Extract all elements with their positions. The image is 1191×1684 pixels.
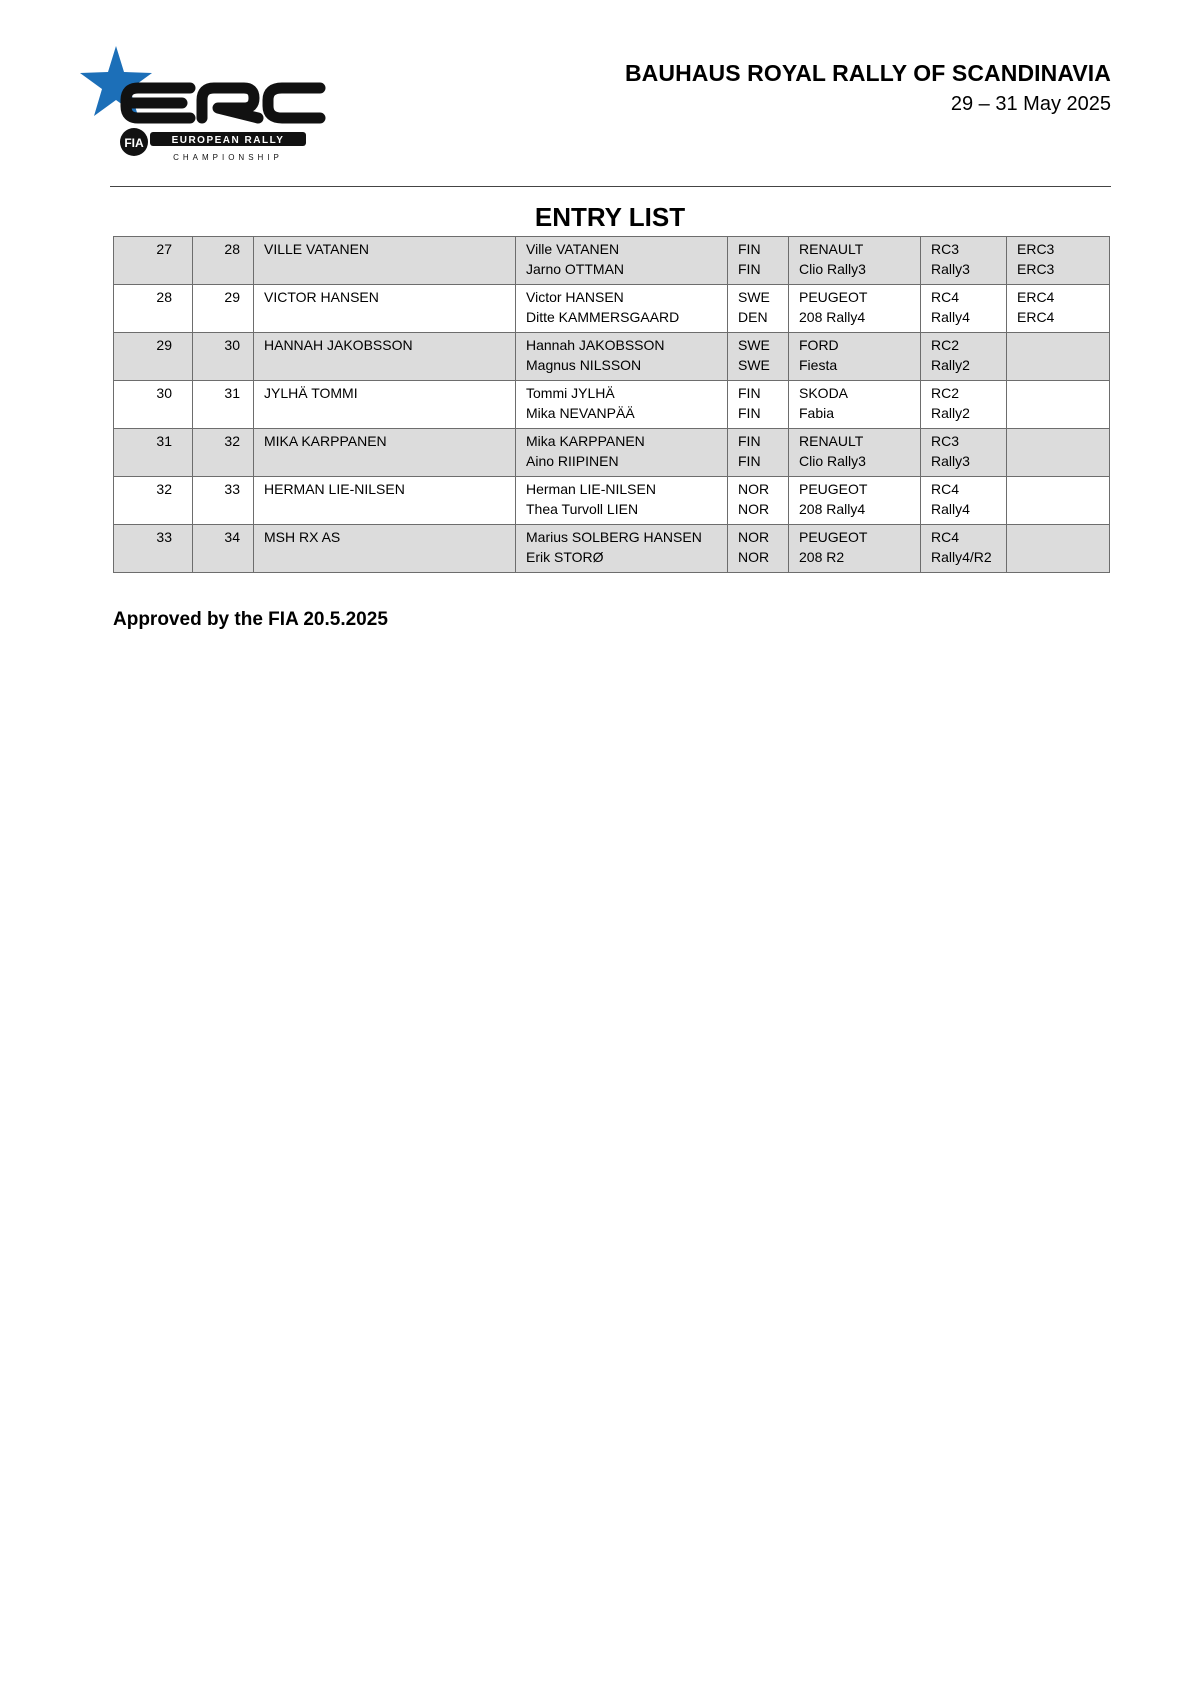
cell-line: RENAULT <box>799 241 864 257</box>
cell-line: 27 <box>156 241 172 257</box>
cell-line: Mika NEVANPÄÄ <box>526 405 635 421</box>
entrant-cell <box>254 477 516 525</box>
cell-line: Ville VATANEN <box>526 241 620 257</box>
cell-line: 32 <box>224 433 240 449</box>
cell-line: Rally4 <box>931 501 970 517</box>
table-row <box>114 381 1110 429</box>
car-cell <box>789 381 921 429</box>
cell-line: Aino RIIPINEN <box>526 453 619 469</box>
class-cell <box>1007 429 1110 477</box>
position-cell <box>114 237 193 285</box>
group-cell <box>921 429 1007 477</box>
cell-line: 30 <box>156 385 172 401</box>
cell-line: FIN <box>738 405 761 421</box>
entrant-cell <box>254 237 516 285</box>
crew-cell <box>516 381 728 429</box>
cell-line: DEN <box>738 309 768 325</box>
cell-line: ERC4 <box>1017 289 1055 305</box>
table-row <box>114 477 1110 525</box>
entry-list-table <box>113 236 1110 573</box>
cell-line: RENAULT <box>799 433 864 449</box>
crew-cell <box>516 333 728 381</box>
cell-line: Jarno OTTMAN <box>526 261 625 277</box>
cell-line: SWE <box>738 357 770 373</box>
svg-text:CHAMPIONSHIP: CHAMPIONSHIP <box>173 153 283 162</box>
cell-line: ERC4 <box>1017 309 1055 325</box>
cell-line: ERC3 <box>1017 261 1055 277</box>
cell-line: ERC3 <box>1017 241 1055 257</box>
car-number-cell <box>193 525 254 573</box>
cell-line: Tommi JYLHÄ <box>526 385 615 401</box>
cell-line: Magnus NILSSON <box>526 357 642 373</box>
cell-line: RC4 <box>931 529 960 545</box>
cell-line: NOR <box>738 481 770 497</box>
cell-line: 33 <box>156 529 172 545</box>
erc-logo <box>78 44 330 168</box>
cell-line: Marius SOLBERG HANSEN <box>526 529 702 545</box>
car-number-cell <box>193 429 254 477</box>
cell-line: 32 <box>156 481 172 497</box>
cell-line: 28 <box>156 289 172 305</box>
car-number-cell <box>193 381 254 429</box>
cell-line: 28 <box>224 241 240 257</box>
crew-cell <box>516 477 728 525</box>
cell-line: FIN <box>738 261 761 277</box>
cell-line: Rally4/R2 <box>931 549 992 565</box>
group-cell <box>921 477 1007 525</box>
cell-line: Rally2 <box>931 405 970 421</box>
group-cell <box>921 285 1007 333</box>
nationality-cell <box>728 525 789 573</box>
position-cell <box>114 477 193 525</box>
cell-line: Rally3 <box>931 261 970 277</box>
cell-line: Rally3 <box>931 453 970 469</box>
cell-line: Fabia <box>799 405 835 421</box>
cell-line: MSH RX AS <box>264 529 341 545</box>
nationality-cell <box>728 333 789 381</box>
car-number-cell <box>193 237 254 285</box>
position-cell <box>114 525 193 573</box>
cell-line: FIN <box>738 385 761 401</box>
class-cell <box>1007 525 1110 573</box>
cell-line: Hannah JAKOBSSON <box>526 337 665 353</box>
nationality-cell <box>728 381 789 429</box>
cell-line: Ditte KAMMERSGAARD <box>526 309 680 325</box>
event-title: BAUHAUS ROYAL RALLY OF SCANDINAVIA <box>624 60 1111 86</box>
cell-line: SWE <box>738 337 770 353</box>
cell-line: 30 <box>224 337 240 353</box>
cell-line: FIN <box>738 453 761 469</box>
svg-text:EUROPEAN RALLY: EUROPEAN RALLY <box>171 135 285 146</box>
group-cell <box>921 525 1007 573</box>
car-cell <box>789 285 921 333</box>
cell-line: 208 Rally4 <box>799 309 866 325</box>
entrant-cell <box>254 333 516 381</box>
cell-line: MIKA KARPPANEN <box>264 433 387 449</box>
entrant-cell <box>254 429 516 477</box>
approval-note: Approved by the FIA 20.5.2025 <box>113 609 388 630</box>
table-row <box>114 285 1110 333</box>
class-cell <box>1007 333 1110 381</box>
table-row <box>114 525 1110 573</box>
position-cell <box>114 429 193 477</box>
cell-line: Clio Rally3 <box>799 261 866 277</box>
position-cell <box>114 285 193 333</box>
car-cell <box>789 237 921 285</box>
cell-line: FIN <box>738 433 761 449</box>
class-cell <box>1007 381 1110 429</box>
cell-line: Rally2 <box>931 357 970 373</box>
car-cell <box>789 477 921 525</box>
position-cell <box>114 333 193 381</box>
nationality-cell <box>728 429 789 477</box>
cell-line: 208 R2 <box>799 549 845 565</box>
cell-line: PEUGEOT <box>799 289 868 305</box>
cell-line: JYLHÄ TOMMI <box>264 385 358 401</box>
svg-text:FIA: FIA <box>124 136 144 150</box>
cell-line: Thea Turvoll LIEN <box>526 501 639 517</box>
cell-line: 29 <box>224 289 240 305</box>
table-row <box>114 333 1110 381</box>
crew-cell <box>516 285 728 333</box>
cell-line: Herman LIE-NILSEN <box>526 481 656 497</box>
entrant-cell <box>254 285 516 333</box>
table-row <box>114 429 1110 477</box>
car-cell <box>789 429 921 477</box>
cell-line: Victor HANSEN <box>526 289 624 305</box>
cell-line: Clio Rally3 <box>799 453 866 469</box>
group-cell <box>921 237 1007 285</box>
car-number-cell <box>193 333 254 381</box>
cell-line: RC2 <box>931 337 960 353</box>
group-cell <box>921 333 1007 381</box>
car-number-cell <box>193 285 254 333</box>
crew-cell <box>516 429 728 477</box>
entrant-cell <box>254 381 516 429</box>
entrant-cell <box>254 525 516 573</box>
class-cell <box>1007 477 1110 525</box>
cell-line: FORD <box>799 337 839 353</box>
cell-line: 208 Rally4 <box>799 501 866 517</box>
car-cell <box>789 333 921 381</box>
class-cell <box>1007 237 1110 285</box>
event-dates: 29 – 31 May 2025 <box>950 93 1111 115</box>
cell-line: HERMAN LIE-NILSEN <box>264 481 405 497</box>
cell-line: Mika KARPPANEN <box>526 433 645 449</box>
position-cell <box>114 381 193 429</box>
nationality-cell <box>728 477 789 525</box>
cell-line: Erik STORØ <box>526 549 604 565</box>
cell-line: 29 <box>156 337 172 353</box>
header-divider <box>110 186 1111 187</box>
cell-line: RC4 <box>931 289 960 305</box>
nationality-cell <box>728 285 789 333</box>
cell-line: HANNAH JAKOBSSON <box>264 337 413 353</box>
cell-line: 33 <box>224 481 240 497</box>
car-number-cell <box>193 477 254 525</box>
cell-line: NOR <box>738 529 770 545</box>
cell-line: 31 <box>156 433 172 449</box>
cell-line: PEUGEOT <box>799 481 868 497</box>
cell-line: Fiesta <box>799 357 838 373</box>
crew-cell <box>516 237 728 285</box>
table-row <box>114 237 1110 285</box>
cell-line: RC2 <box>931 385 960 401</box>
group-cell <box>921 381 1007 429</box>
cell-line: PEUGEOT <box>799 529 868 545</box>
cell-line: 31 <box>224 385 240 401</box>
page-title: ENTRY LIST <box>534 202 686 232</box>
cell-line: RC4 <box>931 481 960 497</box>
cell-line: Rally4 <box>931 309 970 325</box>
cell-line: RC3 <box>931 241 960 257</box>
car-cell <box>789 525 921 573</box>
cell-line: SKODA <box>799 385 849 401</box>
cell-line: FIN <box>738 241 761 257</box>
cell-line: NOR <box>738 549 770 565</box>
cell-line: SWE <box>738 289 770 305</box>
cell-line: NOR <box>738 501 770 517</box>
cell-line: 34 <box>224 529 240 545</box>
cell-line: VICTOR HANSEN <box>264 289 379 305</box>
nationality-cell <box>728 237 789 285</box>
class-cell <box>1007 285 1110 333</box>
cell-line: RC3 <box>931 433 960 449</box>
crew-cell <box>516 525 728 573</box>
cell-line: VILLE VATANEN <box>264 241 370 257</box>
